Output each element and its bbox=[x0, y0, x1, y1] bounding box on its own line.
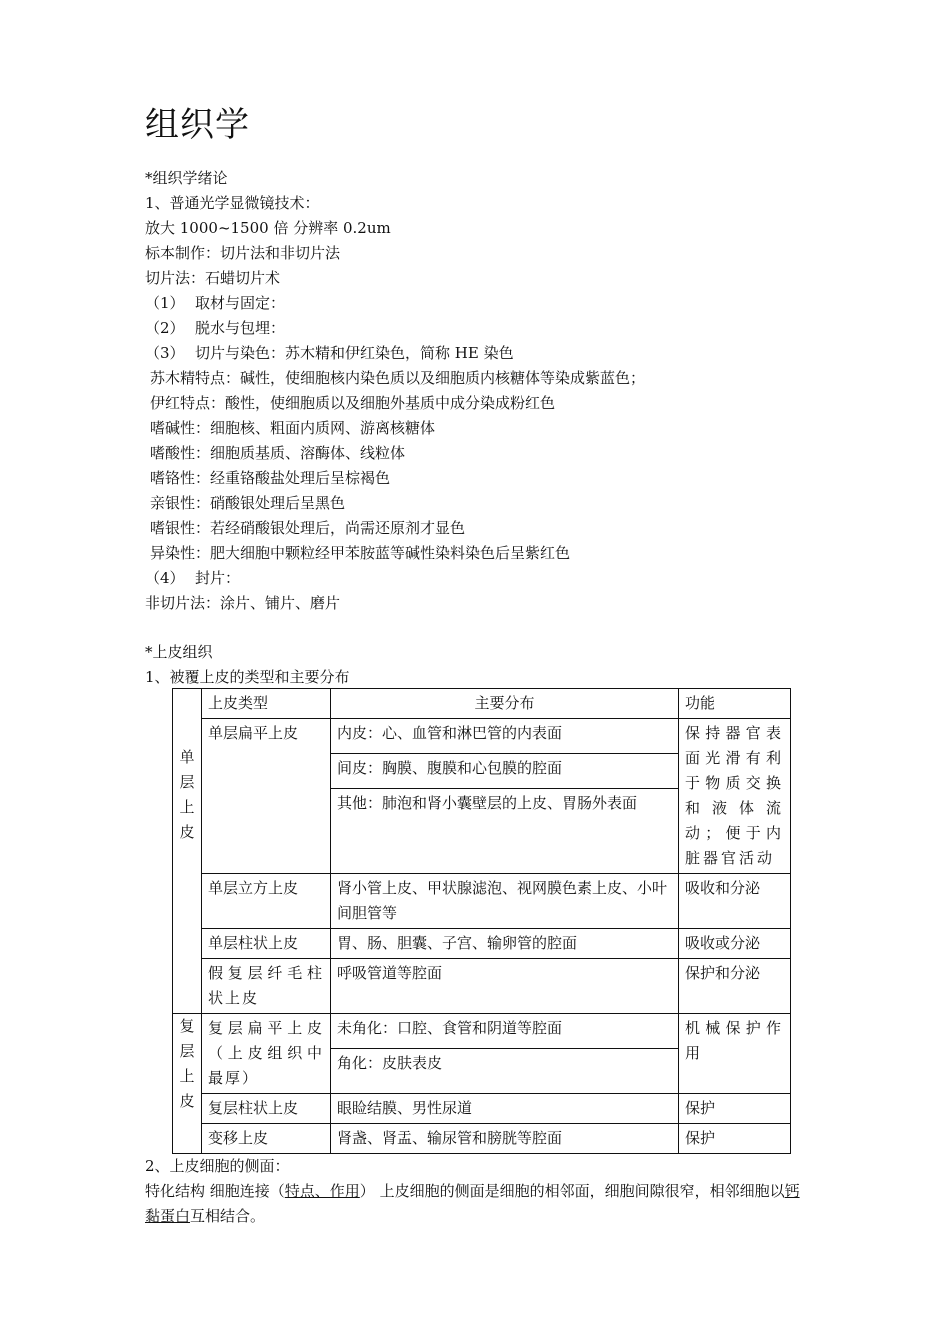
text-line: 非切片法：涂片、铺片、磨片 bbox=[145, 594, 341, 612]
page-title: 组织学 bbox=[145, 105, 250, 145]
paragraph-text: ） 上皮细胞的侧面是细胞的相邻面，细胞间隙很窄，相邻细胞以 bbox=[359, 1182, 785, 1200]
epithelium-table bbox=[172, 688, 791, 1154]
distribution-cell: 肾小管上皮、甲状腺滤泡、视网膜色素上皮、小叶间胆管等 bbox=[331, 874, 679, 929]
list-text: 取材与固定： bbox=[195, 294, 286, 312]
paragraph-text: 互相结合。 bbox=[190, 1207, 266, 1225]
list-number: （2） bbox=[145, 319, 185, 337]
function-cell: 保护和分泌 bbox=[679, 959, 791, 1014]
paragraph bbox=[145, 1179, 810, 1229]
epithelium-type: 单层柱状上皮 bbox=[202, 929, 331, 959]
section-heading: 2、上皮细胞的侧面： bbox=[145, 1157, 290, 1175]
list-item bbox=[145, 291, 285, 315]
group-label-single bbox=[173, 719, 202, 1014]
column-header: 功能 bbox=[679, 689, 791, 719]
function-cell: 机械保护作用 bbox=[679, 1014, 791, 1094]
distribution-cell: 间皮：胸膜、腹膜和心包膜的腔面 bbox=[331, 753, 679, 788]
epithelium-type: 假复层纤毛柱状上皮 bbox=[202, 959, 331, 1014]
text-line: 伊红特点：酸性，使细胞质以及细胞外基质中成分染成粉红色 bbox=[150, 394, 556, 412]
group-char: 单 bbox=[179, 747, 195, 766]
group-char: 上 bbox=[179, 1067, 195, 1085]
distribution-cell: 未角化：口腔、食管和阴道等腔面 bbox=[331, 1014, 679, 1049]
distribution-cell: 肾盏、肾盂、输尿管和膀胱等腔面 bbox=[331, 1124, 679, 1154]
list-text: 脱水与包埋： bbox=[195, 319, 286, 337]
table-row bbox=[173, 1094, 791, 1124]
distribution-cell: 内皮：心、血管和淋巴管的内表面 bbox=[331, 719, 679, 754]
list-item bbox=[145, 316, 285, 340]
list-number: （4） bbox=[145, 569, 185, 587]
table-row bbox=[173, 1014, 791, 1049]
epithelium-type: 单层立方上皮 bbox=[202, 874, 331, 929]
text-line: 1、普通光学显微镜技术： bbox=[145, 194, 320, 212]
distribution-cell: 其他：肺泡和肾小囊壁层的上皮、胃肠外表面 bbox=[331, 788, 679, 873]
list-item bbox=[145, 341, 514, 365]
group-label-stratified bbox=[173, 1014, 202, 1154]
function-cell: 保持器官表面光滑有利于物质交换和液体流动；便于内脏器官活动 bbox=[679, 719, 791, 874]
group-char: 层 bbox=[179, 1042, 195, 1060]
text-line: 标本制作：切片法和非切片法 bbox=[145, 244, 341, 262]
group-char: 皮 bbox=[179, 1092, 195, 1110]
section-heading: *上皮组织 bbox=[145, 643, 213, 661]
distribution-cell: 胃、肠、胆囊、子宫、输卵管的腔面 bbox=[331, 929, 679, 959]
column-header: 上皮类型 bbox=[202, 689, 331, 719]
function-cell: 吸收和分泌 bbox=[679, 874, 791, 929]
epithelium-type: 变移上皮 bbox=[202, 1124, 331, 1154]
text-line: 嗜银性：若经硝酸银处理后，尚需还原剂才显色 bbox=[150, 519, 466, 537]
epithelium-type: 单层扁平上皮 bbox=[202, 719, 331, 874]
list-text: 封片： bbox=[195, 569, 241, 587]
text-line: 异染性：肥大细胞中颗粒经甲苯胺蓝等碱性染料染色后呈紫红色 bbox=[150, 544, 571, 562]
text-line: 嗜酸性：细胞质基质、溶酶体、线粒体 bbox=[150, 444, 406, 462]
text-line: 嗜碱性：细胞核、粗面内质网、游离核糖体 bbox=[150, 419, 436, 437]
distribution-cell: 角化：皮肤表皮 bbox=[331, 1049, 679, 1094]
group-char: 上 bbox=[179, 797, 195, 816]
list-text: 切片与染色：苏木精和伊红染色，简称 HE 染色 bbox=[195, 344, 514, 362]
group-char: 皮 bbox=[179, 822, 195, 841]
text-line: 亲银性：硝酸银处理后呈黑色 bbox=[150, 494, 346, 512]
text-line: 放大 1000~1500 倍 分辨率 0.2um bbox=[145, 219, 391, 237]
text-line: 苏木精特点：碱性，使细胞核内染色质以及细胞质内核糖体等染成紫蓝色； bbox=[150, 369, 646, 387]
list-number: （1） bbox=[145, 294, 185, 312]
group-char: 复 bbox=[179, 1017, 195, 1035]
list-item bbox=[145, 566, 240, 590]
group-char: 层 bbox=[179, 772, 195, 791]
paragraph-text: 特化结构 细胞连接（ bbox=[145, 1182, 285, 1200]
table-header-row bbox=[173, 689, 791, 719]
table-row bbox=[173, 959, 791, 1014]
underlined-term: 钙黏蛋白 bbox=[145, 1182, 800, 1225]
distribution-cell: 眼睑结膜、男性尿道 bbox=[331, 1094, 679, 1124]
distribution-cell: 呼吸管道等腔面 bbox=[331, 959, 679, 1014]
function-cell: 保护 bbox=[679, 1124, 791, 1154]
section-heading: *组织学绪论 bbox=[145, 169, 228, 187]
column-header: 主要分布 bbox=[331, 689, 679, 719]
table-row bbox=[173, 929, 791, 959]
table-row bbox=[173, 719, 791, 754]
text-line: 切片法：石蜡切片术 bbox=[145, 269, 281, 287]
epithelium-type: 复层柱状上皮 bbox=[202, 1094, 331, 1124]
table-cell bbox=[173, 689, 202, 719]
table-row bbox=[173, 1124, 791, 1154]
underlined-term: 特点、作用 bbox=[284, 1182, 360, 1200]
function-cell: 吸收或分泌 bbox=[679, 929, 791, 959]
table-row bbox=[173, 874, 791, 929]
epithelium-type: 复层扁平上皮（上皮组织中最厚） bbox=[202, 1014, 331, 1094]
function-cell: 保护 bbox=[679, 1094, 791, 1124]
list-number: （3） bbox=[145, 344, 185, 362]
section-subheading: 1、被覆上皮的类型和主要分布 bbox=[145, 668, 350, 686]
text-line: 嗜铬性：经重铬酸盐处理后呈棕褐色 bbox=[150, 469, 391, 487]
